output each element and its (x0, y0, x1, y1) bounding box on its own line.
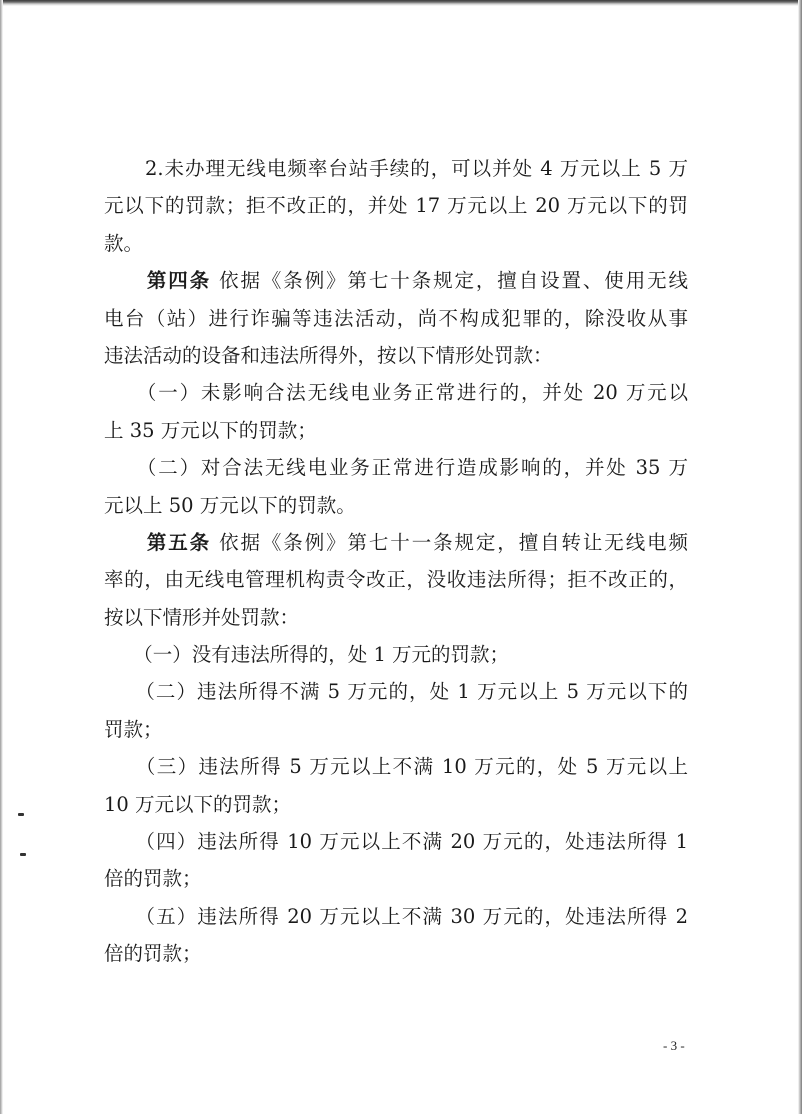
text-line: （一）没有违法所得的，处 1 万元的罚款； (104, 643, 510, 667)
text-line: 元以上 50 万元以下的罚款。 (104, 493, 356, 517)
article-heading: 第四条 (146, 269, 212, 293)
text-line: 2.未办理无线电频率台站手续的，可以并处 4 万元以上 5 万 (104, 157, 688, 180)
text-line: 按以下情形并处罚款： (104, 605, 300, 629)
text-line: 率的，由无线电管理机构责令改正，没收违法所得；拒不改正的， (104, 568, 688, 592)
paragraph-article-4 (104, 262, 688, 374)
text-line: 倍的罚款； (104, 867, 202, 891)
text-line: （五）违法所得 20 万元以上不满 30 万元的，处违法所得 2 (104, 904, 688, 928)
text-line: （二）违法所得不满 5 万元的，处 1 万元以上 5 万元以下的 (104, 680, 688, 704)
text-line (104, 262, 688, 299)
document-body (104, 150, 688, 973)
text-line: 倍的罚款； (104, 942, 202, 966)
text-line: 违法活动的设备和违法所得外，按以下情形处罚款： (104, 343, 553, 367)
text-line: （二）对合法无线电业务正常进行造成影响的，并处 35 万 (104, 456, 688, 480)
text-fragment: 依据《条例》第七十一条规定，擅自转让无线电频 (211, 530, 688, 554)
paragraph-item-2 (104, 150, 688, 262)
scan-border-top (0, 0, 802, 6)
text-line: 上 35 万元以下的罚款； (104, 418, 317, 442)
paragraph-article-5 (104, 524, 688, 636)
text-line: （一）未影响合法无线电业务正常进行的，并处 20 万元以 (104, 381, 688, 405)
paragraph-article-5-item-2 (104, 673, 688, 748)
paragraph-article-4-item-1 (104, 374, 688, 449)
article-heading: 第五条 (146, 530, 212, 554)
scan-border-left (0, 0, 3, 1114)
text-fragment: 依据《条例》第七十条规定，擅自设置、使用无线 (211, 269, 688, 293)
text-line: 款。 (104, 231, 144, 255)
text-line: 电台（站）进行诈骗等违法活动，尚不构成犯罪的，除没收从事 (104, 306, 688, 330)
scan-border-right (798, 0, 802, 1114)
text-line: 元以下的罚款；拒不改正的，并处 17 万元以上 20 万元以下的罚 (104, 194, 688, 218)
scan-speck (18, 813, 24, 816)
paragraph-article-5-item-1 (104, 636, 688, 673)
text-line: （三）违法所得 5 万元以上不满 10 万元的，处 5 万元以上 (104, 755, 688, 779)
text-line: 10 万元以下的罚款； (104, 792, 292, 816)
text-line: 罚款； (104, 717, 163, 741)
text-line (104, 524, 688, 561)
paragraph-article-4-item-2 (104, 449, 688, 524)
text-line: （四）违法所得 10 万元以上不满 20 万元的，处违法所得 1 (104, 830, 688, 854)
paragraph-article-5-item-4 (104, 823, 688, 898)
scan-speck (20, 853, 26, 856)
page-number: - 3 - (663, 1038, 685, 1053)
paragraph-article-5-item-5 (104, 898, 688, 973)
paragraph-article-5-item-3 (104, 748, 688, 823)
